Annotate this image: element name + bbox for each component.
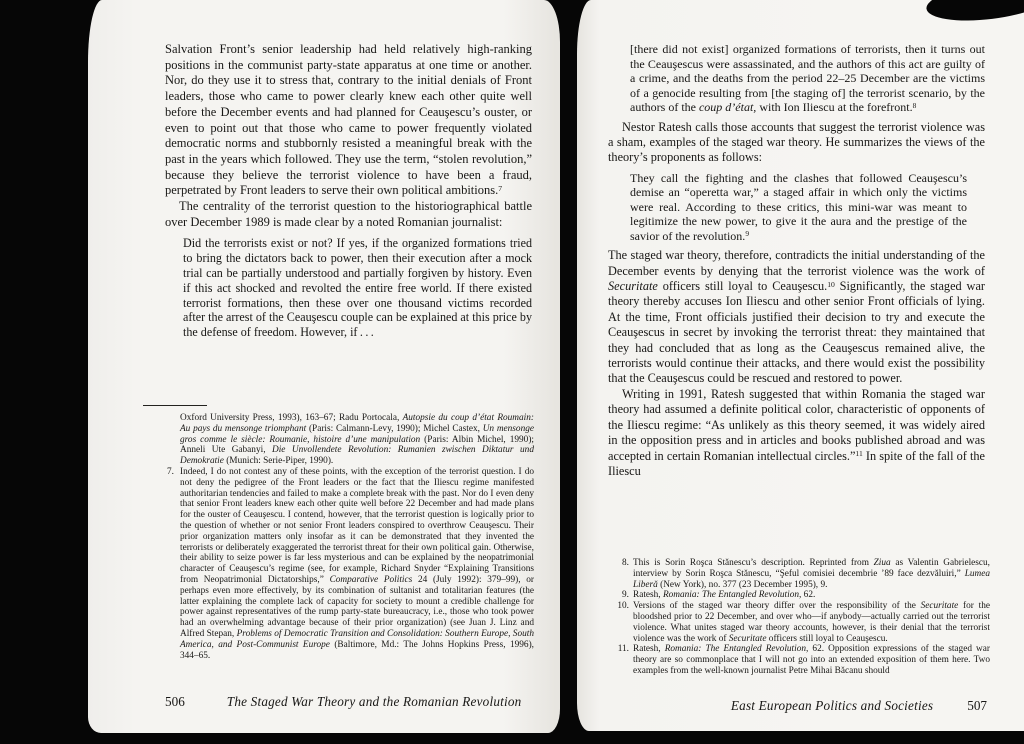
left-page-footer [165, 694, 532, 710]
paragraph: Writing in 1991, Ratesh suggested that within Romania the staged war theory had assumed a definite political color, characteristic of opponents of the Iliescu regime: “As unlikely as this theory seemed, it was widely aired in the opposition press and in articles and books published abroad and was accepted in certain Romanian intellectual circles.”$^{11}$ In spite of the fall of the Iliescu [608, 386, 985, 478]
footnote [612, 644, 990, 676]
left-footnotes [167, 413, 534, 661]
footnote-text: Indeed, I do not contest any of these points, with the exception of the terrorist question. I do not deny the pedigree of the Front leaders or the fact that the Iliescu regime manifested authoritarian tendencies and failed to make a complete break with the past. Nor do I even deny that senior Front leaders knew each other quite well before 22 December and had made plans for the ouster of Ceauşescu. I contend, however, that the terrorist question is logically prior to the question of whether or not senior Front leaders conspired to overthrow Ceauşescu. Their prior organization matters only insofar as it can be demonstrated that they invented the terrorists or deliberately exaggerated the terrorist threat for their own political gain. Otherwise, their ability to seize power is far less mysterious and can be explained by the neopatrimonial character of Ceauşescu’s regime (see, for example, Richard Snyder “Explaining Transitions from Neopatrimonial Dictatorships,” Comparative Politics 24 (July 1992): 379–99), or perhaps even more effectively, by its combination of sultanist and totalitarian features (the latter explaining the complete lack of capacity for society to mount a credible challenge for power against representatives of the rump party-state bureaucracy, i.e., those who took power had an overwhelming advantage because of their prior organization) (see Juan J. Linz and Alfred Stepan, Problems of Democratic Transition and Consolidation: Southern Europe, South America, and Post-Communist Europe (Baltimore, Md.: The Johns Hopkins Press, 1996), 344–65. [180, 466, 535, 661]
footnote-number: 10. [617, 601, 629, 612]
block-quote: They call the fighting and the clashes that followed Ceauşescu’s demise an “operetta war,” a staged affair in which only the victims were real. According to these critics, this mini-war was meant to legitimize the new power, to give it the aura and the prestige of the savior of the revolution.$^9$ [630, 170, 967, 243]
running-title: The Staged War Theory and the Romanian Revolution [226, 694, 522, 709]
footnote-separator-rule [143, 405, 207, 406]
paragraph: The centrality of the terrorist question to the historiographical battle over December 1989 is made clear by a noted Romanian journalist: [165, 199, 532, 229]
footnote [612, 590, 990, 601]
footnote-text: Versions of the staged war theory differ over the responsibility of the Securitate for the bloodshed prior to 22 December, and over who—if anybody—actually carried out the terrorist violence. What unites staged war theory accounts, however, is their denial that the terrorist violence was the work of Securitate officers still loyal to Ceauşescu. [633, 601, 990, 644]
footnote-text: This is Sorin Roşca Stănescu’s description. Reprinted from Ziua as Valentin Gabrielescu, interview by Sorin Roşca Stănescu, “Şeful comisiei decembrie ’89 face dezvăluiri,” Lumea Liberă (New York), no. 377 (23 December 1995), 9. [633, 558, 990, 590]
footnote [612, 558, 990, 590]
footnote-number [167, 413, 180, 467]
right-page [577, 0, 1024, 731]
block-quote: Did the terrorists exist or not? If yes, if the organized formations tried to bring the dictators back to power, then their execution after a mock trial can be partially understood and partially forgiven by history. Even if this act shocked and revolted the entire free world. If there existed terrorist formations, then these over one thousand victims recorded after the arrest of the Ceauşescu couple can be explained at this price by the defense of freedom. However, if . . . [183, 236, 532, 340]
footnote-number: 8. [622, 558, 629, 568]
right-page-footer [608, 698, 987, 714]
footnote-text: Ratesh, Romania: The Entangled Revolution, 62. Opposition expressions of the staged war theory are so commonplace that I will not go into an extended exposition of them here. Two examples from the well-known journalist Petre Mihai Băcanu should [633, 644, 990, 676]
footnote-number: 7. [167, 466, 174, 477]
footnote-continuation [167, 413, 534, 467]
footnote [167, 467, 534, 661]
left-body-text [165, 42, 532, 340]
footnote-text: Oxford University Press, 1993), 163–67; Radu Portocala, Autopsie du coup d’état Roumain: Au pays du mensonge triomphant (Paris: Calmann-Levy, 1990); Michel Castex, Un mensonge gros comme le siècle: Roumanie, histoire d’une manipulation (Paris: Albin Michel, 1990); Anneli Ute Gabanyi, Die Unvollendete Revolution: Rumanien zwischen Diktatur und Demokratie (Munich: Serie-Piper, 1990). [180, 413, 534, 467]
right-footnotes [612, 558, 990, 677]
footnote-text: Ratesh, Romania: The Entangled Revolution, 62. [633, 590, 816, 601]
running-title: East European Politics and Societies [730, 698, 934, 713]
paragraph: The staged war theory, therefore, contradicts the initial understanding of the December events by denying that the terrorist violence was the work of Securitate officers still loyal to Ceauşescu.$^{10}$ Significantly, the staged war theory thereby accuses Ion Iliescu and other senior Front officials of lying. At the time, Front officials justified their decision to try and execute the Ceauşescus in secret by invoking the terrorist threat: they maintained that they had concluded that as long as the Ceauşescus remained alive, the terrorists would continue their attacks, and there would exist the possibility that the Ceauşescus could be rescued and restored to power. [608, 248, 985, 386]
paragraph: Nestor Ratesh calls those accounts that suggest the terrorist violence was a sham, examples of the staged war theory. He summarizes the views of the theory’s proponents as follows: [608, 119, 985, 165]
footnote-number: 11. [617, 644, 629, 655]
paragraph: Salvation Front’s senior leadership had held relatively high-ranking positions in the communist party-state apparatus at one time or another. Nor, do they use it to stress that, contrary to the initial denials of Front leaders, those who came to power clearly knew each other quite well before the December events and had planned for Ceauşescu’s ouster, or even to point out that those who came to power frequently violated democratic norms and stubbornly resisted a meaningful break with the past in the years which followed. They use the term, “stolen revolution,” because they believe the terrorist violence to have been a fraud, perpetrated by Front leaders to serve their own political ambitions.$^7$ [165, 42, 532, 198]
footnote [612, 601, 990, 644]
right-body-text [608, 42, 985, 479]
left-page [88, 0, 560, 733]
page-number: 506 [165, 694, 185, 709]
footnote-number: 9. [622, 590, 629, 601]
page-number: 507 [967, 698, 987, 713]
block-quote: [there did not exist] organized formations of terrorists, then it turns out the Ceauşescus were assassinated, and the authors of this act are guilty of a crime, and the deaths from the period 22–25 December are the victims of a genocide resulting from [the staging of] the terrorist scenario, by the authors of the coup d’état, with Ion Iliescu at the forefront.$^8$ [630, 42, 985, 114]
